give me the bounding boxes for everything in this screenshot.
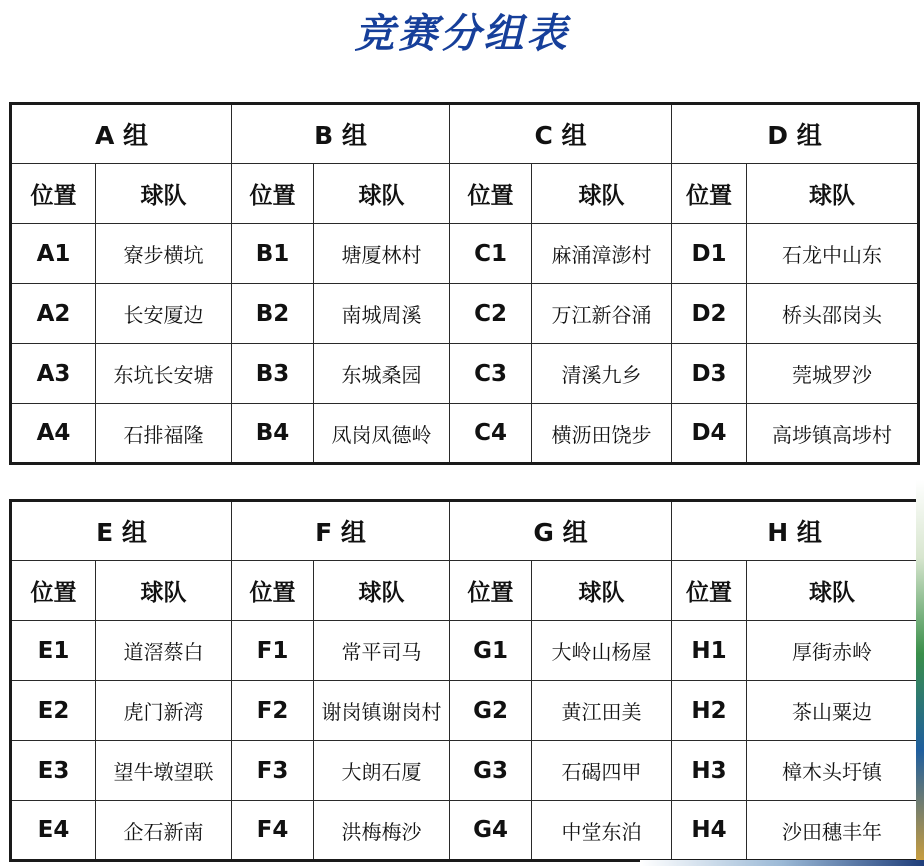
position-cell: C1 bbox=[450, 224, 532, 284]
position-cell: H2 bbox=[672, 681, 747, 741]
position-cell: E1 bbox=[11, 621, 96, 681]
team-cell: 望牛墩望联 bbox=[96, 741, 232, 801]
team-cell: 清溪九乡 bbox=[532, 344, 672, 404]
column-header-position: 位置 bbox=[450, 561, 532, 621]
table-row bbox=[11, 284, 919, 344]
team-cell: 石碣四甲 bbox=[532, 741, 672, 801]
column-header-team: 球队 bbox=[96, 164, 232, 224]
group-header-b: B 组 bbox=[232, 104, 450, 164]
background-edge-decoration bbox=[916, 480, 924, 866]
position-cell: B1 bbox=[232, 224, 314, 284]
column-header-team: 球队 bbox=[314, 164, 450, 224]
team-cell: 沙田穗丰年 bbox=[747, 801, 919, 861]
team-cell: 洪梅梅沙 bbox=[314, 801, 450, 861]
table-row bbox=[11, 801, 919, 861]
column-header-position: 位置 bbox=[232, 561, 314, 621]
team-cell: 万江新谷涌 bbox=[532, 284, 672, 344]
page-title: 竞赛分组表 bbox=[354, 11, 570, 57]
team-cell: 石龙中山东 bbox=[747, 224, 919, 284]
position-cell: A3 bbox=[11, 344, 96, 404]
team-cell: 道滘蔡白 bbox=[96, 621, 232, 681]
group-table-2 bbox=[9, 499, 920, 862]
column-header-team: 球队 bbox=[96, 561, 232, 621]
table-row bbox=[11, 621, 919, 681]
table-row bbox=[11, 741, 919, 801]
team-cell: 塘厦林村 bbox=[314, 224, 450, 284]
position-cell: B3 bbox=[232, 344, 314, 404]
position-cell: B4 bbox=[232, 404, 314, 464]
table-row bbox=[11, 681, 919, 741]
group-header-g: G 组 bbox=[450, 501, 672, 561]
team-cell: 石排福隆 bbox=[96, 404, 232, 464]
group-header-e: E 组 bbox=[11, 501, 232, 561]
team-cell: 南城周溪 bbox=[314, 284, 450, 344]
position-cell: E3 bbox=[11, 741, 96, 801]
position-cell: G3 bbox=[450, 741, 532, 801]
group-header-f: F 组 bbox=[232, 501, 450, 561]
table-row bbox=[11, 224, 919, 284]
position-cell: G4 bbox=[450, 801, 532, 861]
column-header-team: 球队 bbox=[747, 561, 919, 621]
table-row bbox=[11, 404, 919, 464]
position-cell: A2 bbox=[11, 284, 96, 344]
team-cell: 高埗镇高埗村 bbox=[747, 404, 919, 464]
column-header-position: 位置 bbox=[232, 164, 314, 224]
group-header-h: H 组 bbox=[672, 501, 919, 561]
team-cell: 大朗石厦 bbox=[314, 741, 450, 801]
team-cell: 黄江田美 bbox=[532, 681, 672, 741]
position-cell: C2 bbox=[450, 284, 532, 344]
column-header-position: 位置 bbox=[11, 561, 96, 621]
column-header-team: 球队 bbox=[747, 164, 919, 224]
position-cell: F2 bbox=[232, 681, 314, 741]
team-cell: 麻涌漳澎村 bbox=[532, 224, 672, 284]
position-cell: D2 bbox=[672, 284, 747, 344]
position-cell: D1 bbox=[672, 224, 747, 284]
team-cell: 茶山粟边 bbox=[747, 681, 919, 741]
position-cell: E2 bbox=[11, 681, 96, 741]
position-cell: F4 bbox=[232, 801, 314, 861]
team-cell: 长安厦边 bbox=[96, 284, 232, 344]
team-cell: 横沥田饶步 bbox=[532, 404, 672, 464]
position-cell: A1 bbox=[11, 224, 96, 284]
team-cell: 桥头邵岗头 bbox=[747, 284, 919, 344]
position-cell: F1 bbox=[232, 621, 314, 681]
position-cell: D3 bbox=[672, 344, 747, 404]
team-cell: 厚街赤岭 bbox=[747, 621, 919, 681]
team-cell: 东城桑园 bbox=[314, 344, 450, 404]
table-row bbox=[11, 344, 919, 404]
team-cell: 大岭山杨屋 bbox=[532, 621, 672, 681]
position-cell: E4 bbox=[11, 801, 96, 861]
team-cell: 樟木头圩镇 bbox=[747, 741, 919, 801]
column-header-team: 球队 bbox=[532, 561, 672, 621]
background-bottom-decoration bbox=[640, 860, 924, 866]
position-cell: H3 bbox=[672, 741, 747, 801]
position-cell: H1 bbox=[672, 621, 747, 681]
position-cell: D4 bbox=[672, 404, 747, 464]
group-header-c: C 组 bbox=[450, 104, 672, 164]
team-cell: 凤岗凤德岭 bbox=[314, 404, 450, 464]
team-cell: 虎门新湾 bbox=[96, 681, 232, 741]
column-header-position: 位置 bbox=[11, 164, 96, 224]
position-cell: B2 bbox=[232, 284, 314, 344]
position-cell: G2 bbox=[450, 681, 532, 741]
column-header-position: 位置 bbox=[672, 164, 747, 224]
position-cell: C4 bbox=[450, 404, 532, 464]
team-cell: 企石新南 bbox=[96, 801, 232, 861]
position-cell: C3 bbox=[450, 344, 532, 404]
group-header-d: D 组 bbox=[672, 104, 919, 164]
group-header-a: A 组 bbox=[11, 104, 232, 164]
column-header-position: 位置 bbox=[450, 164, 532, 224]
team-cell: 中堂东泊 bbox=[532, 801, 672, 861]
team-cell: 寮步横坑 bbox=[96, 224, 232, 284]
column-header-team: 球队 bbox=[532, 164, 672, 224]
column-header-team: 球队 bbox=[314, 561, 450, 621]
team-cell: 谢岗镇谢岗村 bbox=[314, 681, 450, 741]
team-cell: 东坑长安塘 bbox=[96, 344, 232, 404]
team-cell: 莞城罗沙 bbox=[747, 344, 919, 404]
position-cell: F3 bbox=[232, 741, 314, 801]
position-cell: H4 bbox=[672, 801, 747, 861]
position-cell: G1 bbox=[450, 621, 532, 681]
team-cell: 常平司马 bbox=[314, 621, 450, 681]
column-header-position: 位置 bbox=[672, 561, 747, 621]
position-cell: A4 bbox=[11, 404, 96, 464]
group-table-1 bbox=[9, 102, 920, 465]
